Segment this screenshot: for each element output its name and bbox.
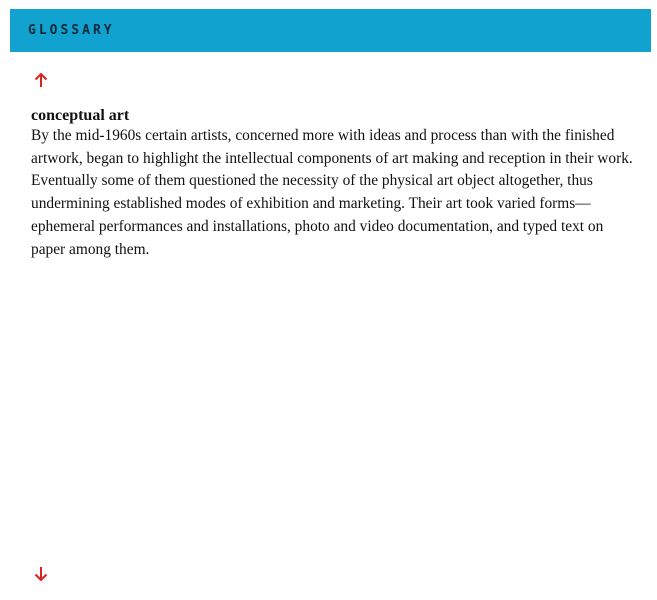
glossary-definition: By the mid-1960s certain artists, concerned more with ideas and process than with the finished artwork, began to highlight the intellectual components of art making and reception in their work. Eventually some of them questioned the necessity of the physical art object altogether, thus undermining established modes of exhibition and marketing. Their art took varied forms—ephemeral performances and installations, photo and video documentation, and typed text on paper among them. bbox=[31, 127, 633, 258]
glossary-header bbox=[10, 9, 651, 52]
arrow-up-icon[interactable] bbox=[32, 71, 50, 89]
arrow-down-icon[interactable] bbox=[32, 565, 50, 583]
glossary-term: conceptual art bbox=[31, 107, 130, 124]
header-title: GLOSSARY bbox=[28, 23, 115, 38]
glossary-entry bbox=[31, 107, 636, 261]
